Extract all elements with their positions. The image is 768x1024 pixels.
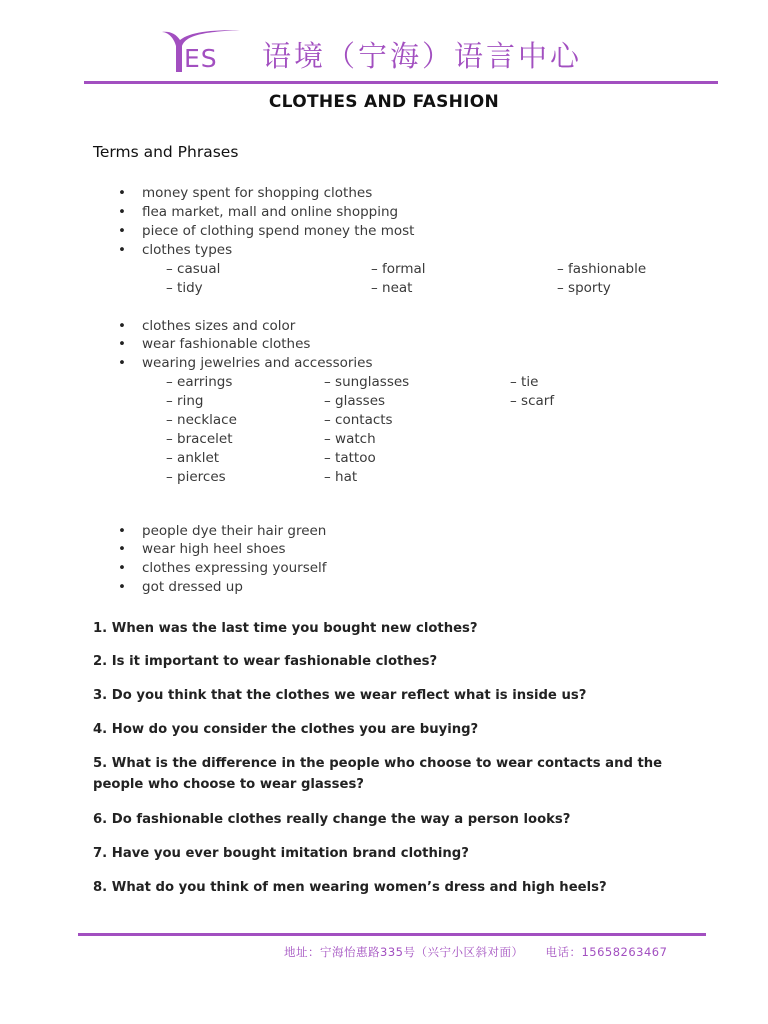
sub-item: – ring — [166, 393, 204, 409]
bullet-icon: • — [118, 318, 126, 334]
footer-divider — [78, 933, 706, 936]
sub-item: – necklace — [166, 412, 237, 428]
sub-item: – contacts — [324, 412, 393, 428]
sub-item: – hat — [324, 469, 358, 485]
question-8: 8. What do you think of men wearing women’s dress and high heels? — [93, 880, 607, 895]
list-item: • clothes expressing yourself — [118, 560, 327, 576]
list-item: • money spent for shopping clothes — [118, 185, 373, 201]
list-item: • wear high heel shoes — [118, 541, 286, 557]
list-item: • wear fashionable clothes — [118, 336, 311, 352]
sub-item: – tattoo — [324, 450, 376, 466]
bullet-icon: • — [118, 523, 126, 539]
bullet-icon: • — [118, 336, 126, 352]
yes-logo — [160, 28, 250, 78]
bullet-icon: • — [118, 355, 126, 371]
header-divider — [84, 81, 718, 84]
question-5: 5. What is the difference in the people who choose to wear contacts and the people who choose to wear glasses? — [93, 756, 663, 792]
sub-item: – sporty — [557, 280, 611, 296]
sub-item: – tidy — [166, 280, 203, 296]
footer-address: 地址：宁海怡惠路335号（兴宁小区斜对面） — [284, 945, 524, 959]
list-item: • piece of clothing spend money the most — [118, 223, 415, 239]
logo-text: ES — [184, 44, 218, 73]
sub-item: – watch — [324, 431, 376, 447]
list-item: • clothes sizes and color — [118, 318, 296, 334]
bullet-icon: • — [118, 560, 126, 576]
sub-item: – anklet — [166, 450, 220, 466]
sub-item: – bracelet — [166, 431, 233, 447]
question-4: 4. How do you consider the clothes you are buying? — [93, 722, 479, 737]
sub-item: – casual — [166, 261, 221, 277]
page-title: CLOTHES AND FASHION — [268, 92, 500, 112]
sub-item: – sunglasses — [324, 374, 410, 390]
bullet-icon: • — [118, 541, 126, 557]
list-item: • clothes types — [118, 242, 233, 258]
bullet-icon: • — [118, 242, 126, 258]
sub-item: – pierces — [166, 469, 226, 485]
list-item: • people dye their hair green — [118, 523, 327, 539]
bullet-icon: • — [118, 223, 126, 239]
sub-item: – glasses — [324, 393, 386, 409]
list-item: • flea market, mall and online shopping — [118, 204, 399, 220]
sub-item: – formal — [371, 261, 426, 277]
footer — [284, 944, 667, 960]
sub-item: – scarf — [510, 393, 555, 409]
bullet-icon: • — [118, 579, 126, 595]
section-heading: Terms and Phrases — [93, 143, 239, 161]
footer-phone: 电话：15658263467 — [545, 945, 668, 959]
center-name: 语境（宁海）语言中心 — [262, 39, 583, 73]
question-6: 6. Do fashionable clothes really change the way a person looks? — [93, 812, 571, 827]
list-item: • got dressed up — [118, 579, 243, 595]
bullet-icon: • — [118, 185, 126, 201]
sub-item: – earrings — [166, 374, 233, 390]
bullet-icon: • — [118, 204, 126, 220]
question-3: 3. Do you think that the clothes we wear reflect what is inside us? — [93, 688, 587, 703]
question-7: 7. Have you ever bought imitation brand clothing? — [93, 846, 469, 861]
sub-item: – fashionable — [557, 261, 647, 277]
sub-item: – neat — [371, 280, 413, 296]
sub-item: – tie — [510, 374, 539, 390]
question-2: 2. Is it important to wear fashionable clothes? — [93, 654, 438, 669]
question-1: 1. When was the last time you bought new clothes? — [93, 621, 478, 636]
list-item: • wearing jewelries and accessories — [118, 355, 373, 371]
